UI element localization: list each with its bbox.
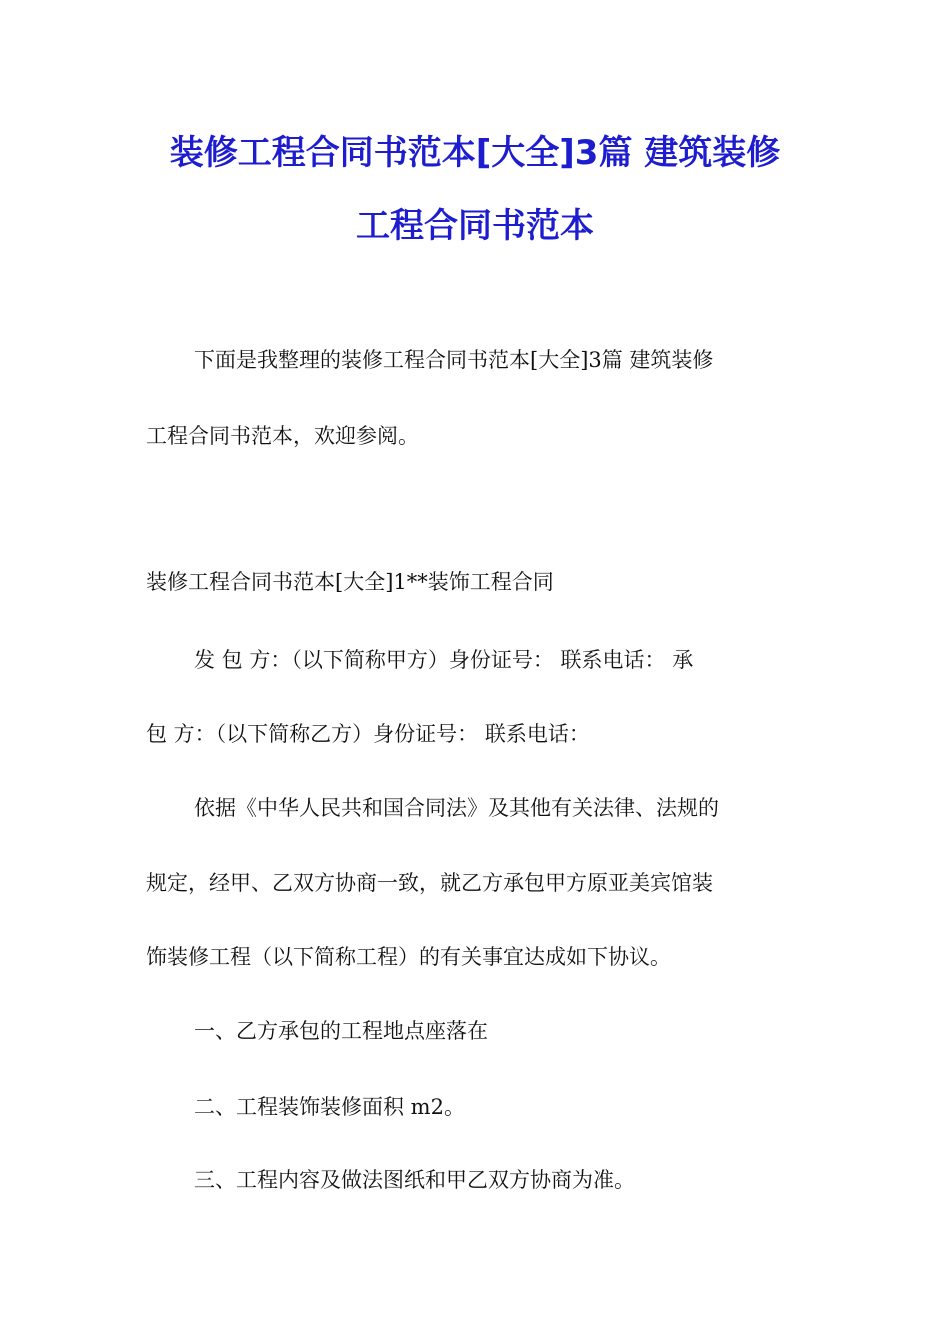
- document-title-line-1: 装修工程合同书范本[大全]3篇 建筑装修: [169, 133, 781, 173]
- basis-line-3: 饰装修工程（以下简称工程）的有关事宜达成如下协议。: [146, 945, 671, 969]
- document-title-line-2: 工程合同书范本: [356, 206, 594, 246]
- basis-line-1: 依据《中华人民共和国合同法》及其他有关法律、法规的: [194, 796, 719, 820]
- section-heading: 装修工程合同书范本[大全]1**装饰工程合同: [146, 570, 554, 594]
- basis-line-2: 规定，经甲、乙双方协商一致，就乙方承包甲方原亚美宾馆装: [146, 871, 713, 895]
- parties-line-1: 发 包 方：（以下简称甲方）身份证号： 联系电话： 承: [194, 648, 694, 672]
- parties-line-2: 包 方：（以下简称乙方）身份证号： 联系电话：: [146, 722, 590, 746]
- clause-3: 三、工程内容及做法图纸和甲乙双方协商为准。: [194, 1168, 635, 1192]
- clause-2: 二、工程装饰装修面积 m2。: [194, 1095, 465, 1119]
- intro-line-1: 下面是我整理的装修工程合同书范本[大全]3篇 建筑装修: [194, 348, 714, 372]
- clause-1: 一、乙方承包的工程地点座落在: [194, 1019, 488, 1043]
- intro-line-2: 工程合同书范本，欢迎参阅。: [146, 424, 419, 448]
